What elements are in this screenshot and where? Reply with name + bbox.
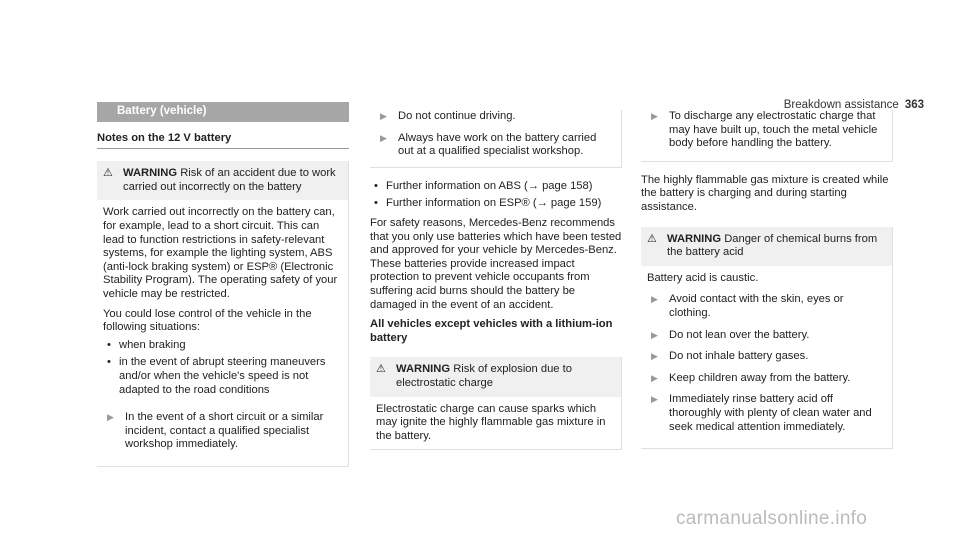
page-reference[interactable]: Further information on ESP® (→ page 159) <box>386 197 602 210</box>
paragraph: For safety reasons, Mercedes-Benz recommends that you only use batteries which have been tested and approved for your vehicle by Mercedes-Benz. These batteries provide increased impact protection to prevent vehicle occupants from suffering acid burns should the battery be damaged in the event of an accident. <box>370 216 622 311</box>
action-step: ▶ In the event of a short circuit or a similar incident, contact a qualified specialist workshop immediately. <box>103 411 342 452</box>
arrow-right-icon: ▶ <box>651 294 658 305</box>
arrow-right-icon: ▶ <box>651 329 658 340</box>
warning-triangle-icon: ⚠ <box>103 167 113 180</box>
warning-body <box>97 200 348 466</box>
bullet-icon: • <box>374 197 378 210</box>
warning-label: WARNING <box>667 232 722 245</box>
arrow-right-icon: ▶ <box>651 111 658 121</box>
action-step: ▶ Keep children away from the battery. <box>647 372 886 386</box>
bullet-icon: • <box>107 356 111 369</box>
column-3 <box>641 102 893 449</box>
warning-title: Risk of an accident due to work carried out incorrectly on the battery <box>123 167 336 193</box>
warning-title: Danger of chemical burns from the battery acid <box>667 232 878 259</box>
action-step: ▶ Avoid contact with the skin, eyes or clothing. <box>647 293 886 320</box>
arrow-right-icon: ▶ <box>380 132 387 143</box>
warning-triangle-icon: ⚠ <box>647 232 657 245</box>
warning-header <box>370 357 621 396</box>
arrow-right-icon: ▶ <box>651 394 658 405</box>
subsection-title: All vehicles except vehicles with a lithium-ion battery <box>370 318 613 344</box>
watermark: carmanualsonline.info <box>676 508 868 529</box>
chapter-title: Breakdown assistance <box>783 99 899 111</box>
warning-box <box>370 357 622 450</box>
action-step: ▶ Always have work on the battery carried out at a qualified specialist workshop. <box>376 132 615 159</box>
action-step: ▶ Immediately rinse battery acid off thoroughly with plenty of clean water and seek medical attention immediately. <box>647 393 886 434</box>
action-step: ▶ To discharge any electrostatic charge that may have built up, touch the metal vehicle body before handling the battery. <box>647 110 886 151</box>
column-2 <box>370 102 622 450</box>
list-item <box>370 180 622 194</box>
subsection-title: Notes on the 12 V battery <box>97 122 349 150</box>
warning-label: WARNING <box>396 363 451 376</box>
list-item: • in the event of abrupt steering maneuvers and/or when the vehicle's speed is not adapted to the road conditions <box>103 356 342 397</box>
warning-box <box>97 161 349 467</box>
warning-text: Battery acid is caustic. <box>647 271 759 284</box>
section-title: Battery (vehicle) <box>97 102 349 122</box>
warning-title: Risk of explosion due to electrostatic charge <box>396 363 572 389</box>
warning-triangle-icon: ⚠ <box>376 363 386 376</box>
arrow-right-icon: ▶ <box>651 372 658 383</box>
list-item <box>370 197 622 211</box>
page-reference[interactable]: Further information on ABS (→ page 158) <box>386 179 593 192</box>
bullet-icon: • <box>374 179 378 192</box>
warning-text: Work carried out incorrectly on the battery can, for example, lead to a short circuit. This can lead to function restrictions in safety-relevant systems, for example the lighting system, ABS (anti-lock braking system) or ESP® (Electronic Stability Program). The operating safety of your vehicle may be restricted. <box>103 206 338 300</box>
warning-continuation <box>641 110 893 162</box>
warning-label: WARNING <box>123 167 178 180</box>
warning-header <box>97 161 348 200</box>
warning-header <box>641 227 892 266</box>
warning-continuation <box>370 110 622 168</box>
arrow-right-icon: ▶ <box>107 412 114 423</box>
paragraph: The highly flammable gas mixture is created while the battery is charging and during starting assistance. <box>641 173 889 213</box>
arrow-right-icon: ▶ <box>380 111 387 121</box>
warning-intro: You could lose control of the vehicle in the following situations: <box>103 307 312 334</box>
warning-body: Electrostatic charge can cause sparks which may ignite the highly flammable gas mixture in the battery. <box>376 402 606 442</box>
bullet-icon: • <box>107 338 111 351</box>
page-number: 363 <box>904 99 924 111</box>
warning-box <box>641 227 893 450</box>
arrow-right-icon: ▶ <box>651 351 658 362</box>
column-1 <box>97 102 349 467</box>
action-step: ▶ Do not inhale battery gases. <box>647 350 886 364</box>
warning-body <box>641 266 892 448</box>
list-item: • when braking <box>103 339 342 353</box>
action-step: ▶ Do not lean over the battery. <box>647 329 886 343</box>
action-step: ▶ Do not continue driving. <box>376 110 615 124</box>
